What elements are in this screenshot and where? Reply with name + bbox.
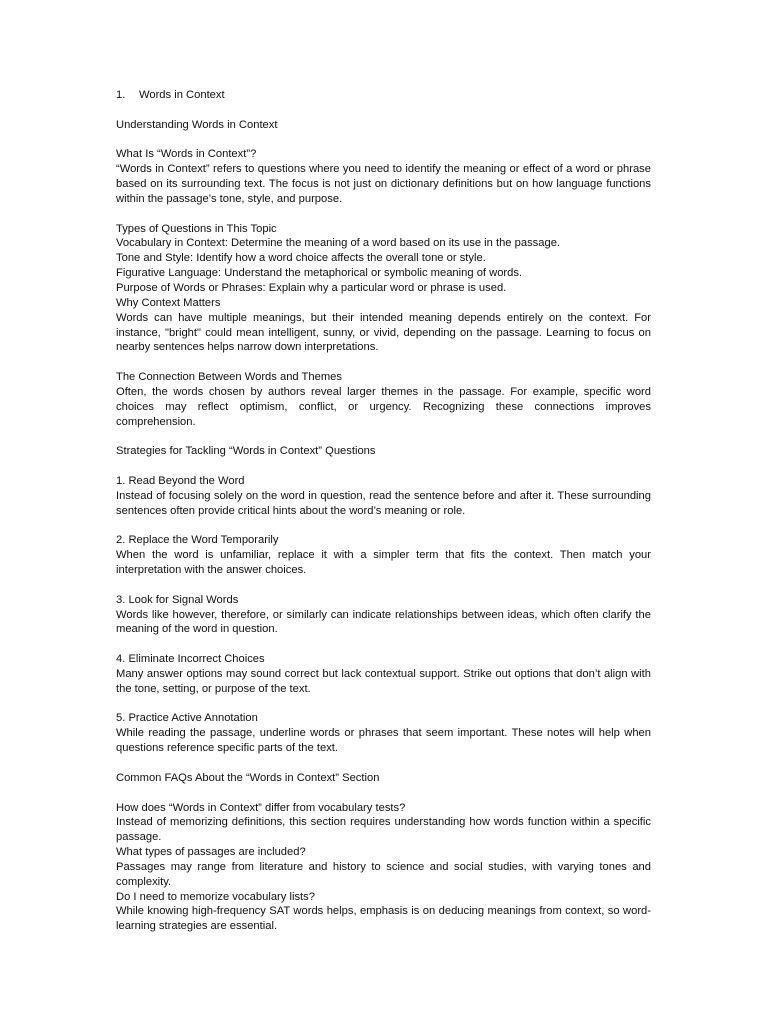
types-item: Purpose of Words or Phrases: Explain why a particular word or phrase is used. [116, 281, 507, 294]
what-is-body: “Words in Context” refers to questions where you need to identify the meaning or effect of a word or phrase based on its surrounding text. The focus is not just on dictionary definitions but on how language functions within the passage’s tone, style, and purpose. [116, 163, 651, 205]
strategy-title: 1. Read Beyond the Word [116, 474, 245, 487]
faq-answer: While knowing high-frequency SAT words helps, emphasis is on deducing meanings from context, so word-learning strategies are essential. [116, 905, 651, 933]
why-title: Why Context Matters [116, 296, 221, 309]
faq-title: Common FAQs About the “Words in Context” Section [116, 771, 380, 784]
types-item: Tone and Style: Identify how a word choice affects the overall tone or style. [116, 252, 486, 265]
strategy-title: 5. Practice Active Annotation [116, 712, 258, 725]
types-title: Types of Questions in This Topic [116, 222, 277, 235]
heading-title: Words in Context [139, 89, 225, 101]
faq-answer: Instead of memorizing definitions, this section requires understanding how words function within a specific passage. [116, 816, 651, 844]
what-is-title: What Is “Words in Context”? [116, 148, 257, 161]
faq-answer: Passages may range from literature and history to science and social studies, with varying tones and complexity. [116, 860, 651, 888]
faq-question: Do I need to memorize vocabulary lists? [116, 890, 315, 903]
strategies-title: Strategies for Tackling “Words in Context” Questions [116, 445, 376, 458]
document-page [116, 88, 651, 934]
connection-body: Often, the words chosen by authors reveal larger themes in the passage. For example, specific word choices may reflect optimism, conflict, or urgency. Recognizing these connections improves comprehension. [116, 385, 651, 428]
subtitle: Understanding Words in Context [116, 118, 278, 131]
strategy-body: Many answer options may sound correct but lack contextual support. Strike out options that don’t align with the tone, setting, or purpose of the text. [116, 667, 651, 695]
why-body: Words can have multiple meanings, but their intended meaning depends entirely on the context. For instance, "bright" could mean intelligent, sunny, or vivid, depending on the passage. Learning to focus on nearby sentences helps narrow down interpretations. [116, 311, 651, 354]
connection-title: The Connection Between Words and Themes [116, 371, 342, 384]
strategy-body: Instead of focusing solely on the word in question, read the sentence before and after it. These surrounding sentences often provide critical hints about the word’s meaning or role. [116, 489, 651, 517]
types-item: Figurative Language: Understand the metaphorical or symbolic meaning of words. [116, 267, 523, 280]
strategy-title: 4. Eliminate Incorrect Choices [116, 653, 265, 666]
section-heading [116, 88, 651, 103]
types-item: Vocabulary in Context: Determine the meaning of a word based on its use in the passage. [116, 237, 561, 250]
strategy-body: When the word is unfamiliar, replace it with a simpler term that fits the context. Then match your interpretation with the answer choices. [116, 549, 651, 576]
strategy-body: While reading the passage, underline words or phrases that seem important. These notes will help when questions reference specific parts of the text. [116, 727, 651, 755]
strategy-title: 2. Replace the Word Temporarily [116, 534, 279, 547]
strategy-body: Words like however, therefore, or similarly can indicate relationships between ideas, which often clarify the meaning of the word in question. [116, 608, 651, 636]
faq-question: What types of passages are included? [116, 846, 306, 859]
faq-question: How does “Words in Context” differ from vocabulary tests? [116, 801, 406, 814]
heading-number: 1. [116, 89, 126, 101]
strategy-title: 3. Look for Signal Words [116, 593, 239, 606]
